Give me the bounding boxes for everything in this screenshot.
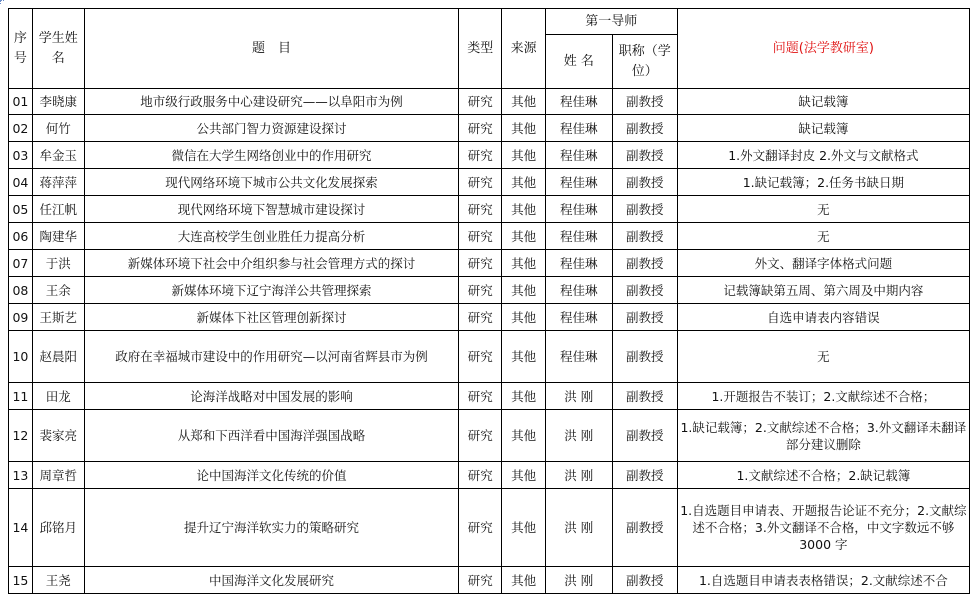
thesis-title: 新媒体环境下辽宁海洋公共管理探索 xyxy=(84,277,458,304)
student-name: 于洪 xyxy=(32,250,84,277)
review-issue: 1.外文翻译封皮 2.外文与文献格式 xyxy=(677,142,969,169)
header-type: 类型 xyxy=(459,9,502,89)
review-issue: 缺记载簿 xyxy=(677,89,969,115)
thesis-source: 其他 xyxy=(502,462,545,489)
thesis-title: 从郑和下西洋看中国海洋强国战略 xyxy=(84,410,458,462)
thesis-source: 其他 xyxy=(502,277,545,304)
advisor-rank: 副教授 xyxy=(612,277,677,304)
thesis-title: 提升辽宁海洋软实力的策略研究 xyxy=(84,489,458,567)
thesis-title: 微信在大学生网络创业中的作用研究 xyxy=(84,142,458,169)
table-row xyxy=(9,277,970,304)
table-body xyxy=(9,89,970,594)
student-name: 蒋萍萍 xyxy=(32,169,84,196)
advisor-rank: 副教授 xyxy=(612,383,677,410)
thesis-type: 研究 xyxy=(459,331,502,383)
row-no: 14 xyxy=(9,489,33,567)
thesis-source: 其他 xyxy=(502,383,545,410)
review-issue: 1.自选题目申请表、开题报告论证不充分；2.文献综述不合格；3.外文翻译不合格，中文字数远不够 3000 字 xyxy=(677,489,969,567)
thesis-type: 研究 xyxy=(459,410,502,462)
advisor-name: 洪 刚 xyxy=(545,489,612,567)
student-name: 陶建华 xyxy=(32,223,84,250)
table-row xyxy=(9,142,970,169)
table-row xyxy=(9,383,970,410)
row-no: 10 xyxy=(9,331,33,383)
advisor-name: 程佳琳 xyxy=(545,142,612,169)
advisor-name: 程佳琳 xyxy=(545,89,612,115)
review-issue: 自选申请表内容错误 xyxy=(677,304,969,331)
review-issue: 记载簿缺第五周、第六周及中期内容 xyxy=(677,277,969,304)
thesis-title: 新媒体下社区管理创新探讨 xyxy=(84,304,458,331)
table-row xyxy=(9,196,970,223)
table-row xyxy=(9,567,970,594)
advisor-name: 程佳琳 xyxy=(545,115,612,142)
row-no: 15 xyxy=(9,567,33,594)
thesis-source: 其他 xyxy=(502,304,545,331)
review-issue: 无 xyxy=(677,196,969,223)
advisor-rank: 副教授 xyxy=(612,142,677,169)
row-no: 07 xyxy=(9,250,33,277)
table-row xyxy=(9,489,970,567)
table-row xyxy=(9,462,970,489)
table-row xyxy=(9,223,970,250)
row-no: 08 xyxy=(9,277,33,304)
student-name: 李晓康 xyxy=(32,89,84,115)
header-student-name: 学生姓名 xyxy=(32,9,84,89)
thesis-type: 研究 xyxy=(459,383,502,410)
thesis-type: 研究 xyxy=(459,142,502,169)
thesis-source: 其他 xyxy=(502,169,545,196)
advisor-name: 程佳琳 xyxy=(545,223,612,250)
thesis-type: 研究 xyxy=(459,196,502,223)
row-no: 09 xyxy=(9,304,33,331)
advisor-rank: 副教授 xyxy=(612,115,677,142)
thesis-source: 其他 xyxy=(502,223,545,250)
thesis-title: 论中国海洋文化传统的价值 xyxy=(84,462,458,489)
review-issue: 1.缺记载簿；2.任务书缺日期 xyxy=(677,169,969,196)
review-issue: 1.开题报告不装订；2.文献综述不合格； xyxy=(677,383,969,410)
header-source: 来源 xyxy=(502,9,545,89)
thesis-source: 其他 xyxy=(502,89,545,115)
student-name: 牟金玉 xyxy=(32,142,84,169)
thesis-title: 中国海洋文化发展研究 xyxy=(84,567,458,594)
student-name: 邱铭月 xyxy=(32,489,84,567)
table-row xyxy=(9,250,970,277)
table-row xyxy=(9,115,970,142)
review-issue: 1.自选题目申请表表格错误；2.文献综述不合 xyxy=(677,567,969,594)
advisor-rank: 副教授 xyxy=(612,250,677,277)
header-issues: 问题(法学教研室) xyxy=(677,9,969,89)
thesis-source: 其他 xyxy=(502,331,545,383)
thesis-type: 研究 xyxy=(459,250,502,277)
thesis-title: 现代网络环境下智慧城市建设探讨 xyxy=(84,196,458,223)
thesis-source: 其他 xyxy=(502,489,545,567)
advisor-rank: 副教授 xyxy=(612,89,677,115)
thesis-source: 其他 xyxy=(502,142,545,169)
advisor-name: 程佳琳 xyxy=(545,169,612,196)
table-row xyxy=(9,410,970,462)
header-advisor-rank: 职称（学位） xyxy=(612,35,677,89)
thesis-title: 公共部门智力资源建设探讨 xyxy=(84,115,458,142)
advisor-rank: 副教授 xyxy=(612,410,677,462)
table-row xyxy=(9,331,970,383)
header-title: 题 目 xyxy=(84,9,458,89)
table-row xyxy=(9,304,970,331)
advisor-rank: 副教授 xyxy=(612,331,677,383)
advisor-rank: 副教授 xyxy=(612,196,677,223)
student-name: 田龙 xyxy=(32,383,84,410)
advisor-name: 程佳琳 xyxy=(545,196,612,223)
thesis-source: 其他 xyxy=(502,410,545,462)
thesis-source: 其他 xyxy=(502,567,545,594)
student-name: 王余 xyxy=(32,277,84,304)
review-issue: 外文、翻译字体格式问题 xyxy=(677,250,969,277)
advisor-rank: 副教授 xyxy=(612,304,677,331)
student-name: 王斯艺 xyxy=(32,304,84,331)
advisor-rank: 副教授 xyxy=(612,567,677,594)
thesis-type: 研究 xyxy=(459,277,502,304)
row-no: 12 xyxy=(9,410,33,462)
review-issue: 缺记载簿 xyxy=(677,115,969,142)
advisor-name: 洪 刚 xyxy=(545,567,612,594)
thesis-type: 研究 xyxy=(459,489,502,567)
thesis-source: 其他 xyxy=(502,115,545,142)
advisor-name: 洪 刚 xyxy=(545,462,612,489)
advisor-name: 程佳琳 xyxy=(545,304,612,331)
row-no: 06 xyxy=(9,223,33,250)
student-name: 周章哲 xyxy=(32,462,84,489)
student-name: 何竹 xyxy=(32,115,84,142)
thesis-type: 研究 xyxy=(459,169,502,196)
advisor-name: 程佳琳 xyxy=(545,277,612,304)
thesis-title: 论海洋战略对中国发展的影响 xyxy=(84,383,458,410)
thesis-type: 研究 xyxy=(459,462,502,489)
row-no: 01 xyxy=(9,89,33,115)
thesis-type: 研究 xyxy=(459,115,502,142)
row-no: 13 xyxy=(9,462,33,489)
advisor-rank: 副教授 xyxy=(612,462,677,489)
review-issue: 1.缺记载簿；2.文献综述不合格；3.外文翻译未翻译部分建议删除 xyxy=(677,410,969,462)
thesis-type: 研究 xyxy=(459,567,502,594)
page-corner-marker xyxy=(0,0,4,4)
thesis-type: 研究 xyxy=(459,304,502,331)
student-name: 王尧 xyxy=(32,567,84,594)
thesis-type: 研究 xyxy=(459,223,502,250)
thesis-title: 大连高校学生创业胜任力提高分析 xyxy=(84,223,458,250)
advisor-name: 洪 刚 xyxy=(545,410,612,462)
review-issue: 1.文献综述不合格；2.缺记载簿 xyxy=(677,462,969,489)
thesis-type: 研究 xyxy=(459,89,502,115)
thesis-source: 其他 xyxy=(502,250,545,277)
thesis-title: 政府在幸福城市建设中的作用研究—以河南省辉县市为例 xyxy=(84,331,458,383)
advisor-rank: 副教授 xyxy=(612,489,677,567)
review-issue: 无 xyxy=(677,223,969,250)
advisor-rank: 副教授 xyxy=(612,169,677,196)
thesis-title: 地市级行政服务中心建设研究——以阜阳市为例 xyxy=(84,89,458,115)
table-row xyxy=(9,89,970,115)
thesis-source: 其他 xyxy=(502,196,545,223)
student-name: 赵晨阳 xyxy=(32,331,84,383)
thesis-title: 现代网络环境下城市公共文化发展探索 xyxy=(84,169,458,196)
header-advisor-group: 第一导师 xyxy=(545,9,677,35)
advisor-name: 程佳琳 xyxy=(545,331,612,383)
advisor-name: 洪 刚 xyxy=(545,383,612,410)
advisor-rank: 副教授 xyxy=(612,223,677,250)
row-no: 05 xyxy=(9,196,33,223)
review-issue: 无 xyxy=(677,331,969,383)
row-no: 02 xyxy=(9,115,33,142)
thesis-review-table xyxy=(8,8,970,594)
header-advisor-name: 姓 名 xyxy=(545,35,612,89)
student-name: 任江帆 xyxy=(32,196,84,223)
header-no: 序号 xyxy=(9,9,33,89)
row-no: 11 xyxy=(9,383,33,410)
thesis-title: 新媒体环境下社会中介组织参与社会管理方式的探讨 xyxy=(84,250,458,277)
student-name: 裴家亮 xyxy=(32,410,84,462)
advisor-name: 程佳琳 xyxy=(545,250,612,277)
row-no: 04 xyxy=(9,169,33,196)
row-no: 03 xyxy=(9,142,33,169)
table-row xyxy=(9,169,970,196)
